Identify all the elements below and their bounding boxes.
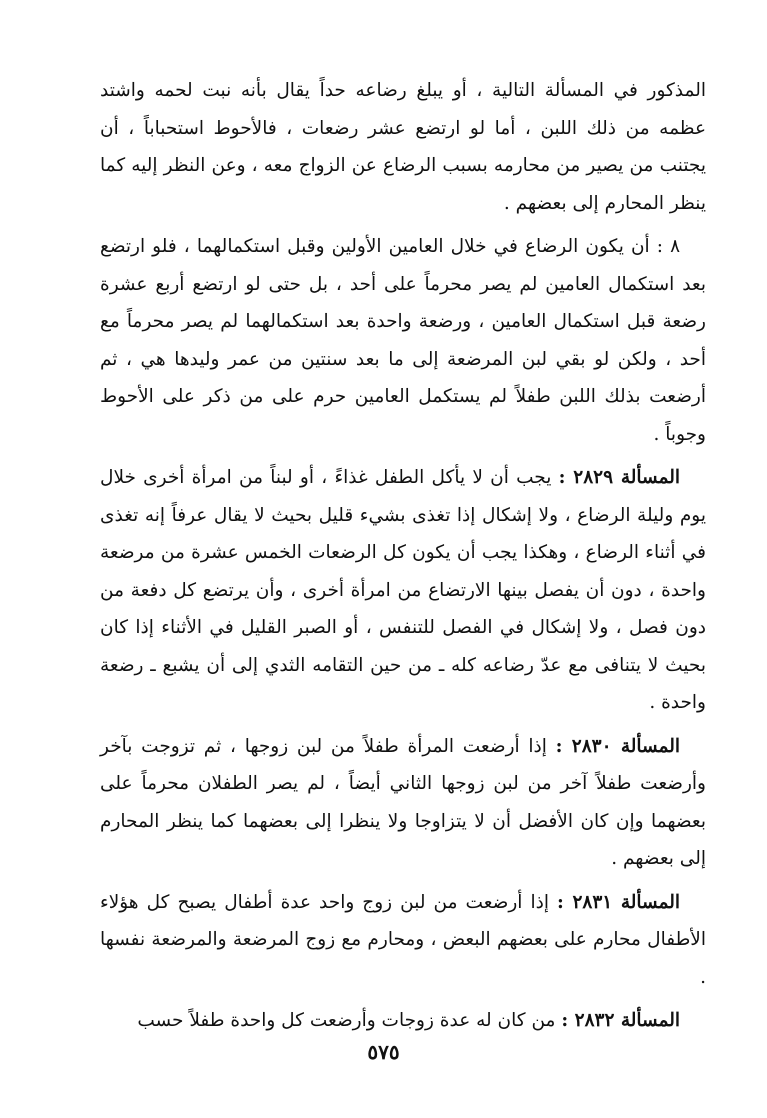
paragraph-continuation [100,72,706,222]
paragraph-text: ٨ : أن يكون الرضاع في خلال العامين الأولين وقبل استكمالهما ، فلو ارتضع بعد استكمال العامين لم يصر محرماً على أحد ، بل حتى لو ارتضع أربع عشرة رضعة قبل استكمال العامين ، ورضعة واحدة بعد استكمالهما لم يصر محرماً مع أحد ، ولكن لو بقي لبن المرضعة إلى ما بعد سنتين من عمر وليدها هي ، ثم أرضعت بذلك اللبن طفلاً لم يستكمل العامين حرم على من ذكر على الأحوط وجوباً . [100,236,706,445]
paragraph-text: إذا أرضعت من لبن زوج واحد عدة أطفال يصبح كل هؤلاء الأطفال محارم على بعضهم البعض ، ومحارم مع زوج المرضعة والمرضعة نفسها . [100,891,706,988]
issue-label: المسألة ٢٨٣٠ : [555,735,680,757]
issue-label: المسألة ٢٨٣١ : [557,891,680,913]
issue-label: المسألة ٢٨٢٩ : [558,467,680,488]
paragraph-issue-2829 [100,459,706,722]
page-number: ٥٧٥ [367,1040,400,1064]
paragraph-issue-2832 [100,1002,706,1040]
issue-label: المسألة ٢٨٣٢ : [561,1010,680,1031]
paragraph-text: إذا أرضعت المرأة طفلاً من لبن زوجها ، ثم تزوجت بآخر وأرضعت طفلاً آخر من لبن زوجها الثاني أيضاً ، لم يصر الطفلان محرماً على بعضهما وإن كان الأفضل أن لا يتزاوجا ولا ينظرا إلى بعضهما كما ينظر المحارم إلى بعضهم . [100,735,706,869]
paragraph-text: المذكور في المسألة التالية ، أو يبلغ رضاعه حداً يقال بأنه نبت لحمه واشتد عظمه من ذلك اللبن ، أما لو ارتضع عشر رضعات ، فالأحوط استحباباً ، أن يجتنب من يصير من محارمه بسبب الرضاع عن الزواج معه ، وعن النظر إليه كما ينظر المحارم إلى بعضهم . [100,80,706,214]
page-body [100,72,706,1046]
paragraph-condition-8 [100,228,706,453]
paragraph-text: يجب أن لا يأكل الطفل غذاءً ، أو لبناً من امرأة أخرى خلال يوم وليلة الرضاع ، ولا إشكال إذا تغذى بشيء قليل بحيث لا يقال عرفاً إنه تغذى في أثناء الرضاع ، وهكذا يجب أن يكون كل الرضعات الخمس عشرة من مرضعة واحدة ، دون أن يفصل بينها الارتضاع من امرأة أخرى ، وأن يرتضع كل دفعة من دون فصل ، ولا إشكال في الفصل للتنفس ، أو الصبر القليل في الأثناء إذا كان بحيث لا يتنافى مع عدّ رضاعه كله ـ من حين التقامه الثدي إلى أن يشبع ـ رضعة واحدة . [100,467,706,713]
paragraph-issue-2831 [100,884,706,997]
paragraph-text: من كان له عدة زوجات وأرضعت كل واحدة طفلاً حسب [137,1010,556,1031]
paragraph-issue-2830 [100,728,706,878]
